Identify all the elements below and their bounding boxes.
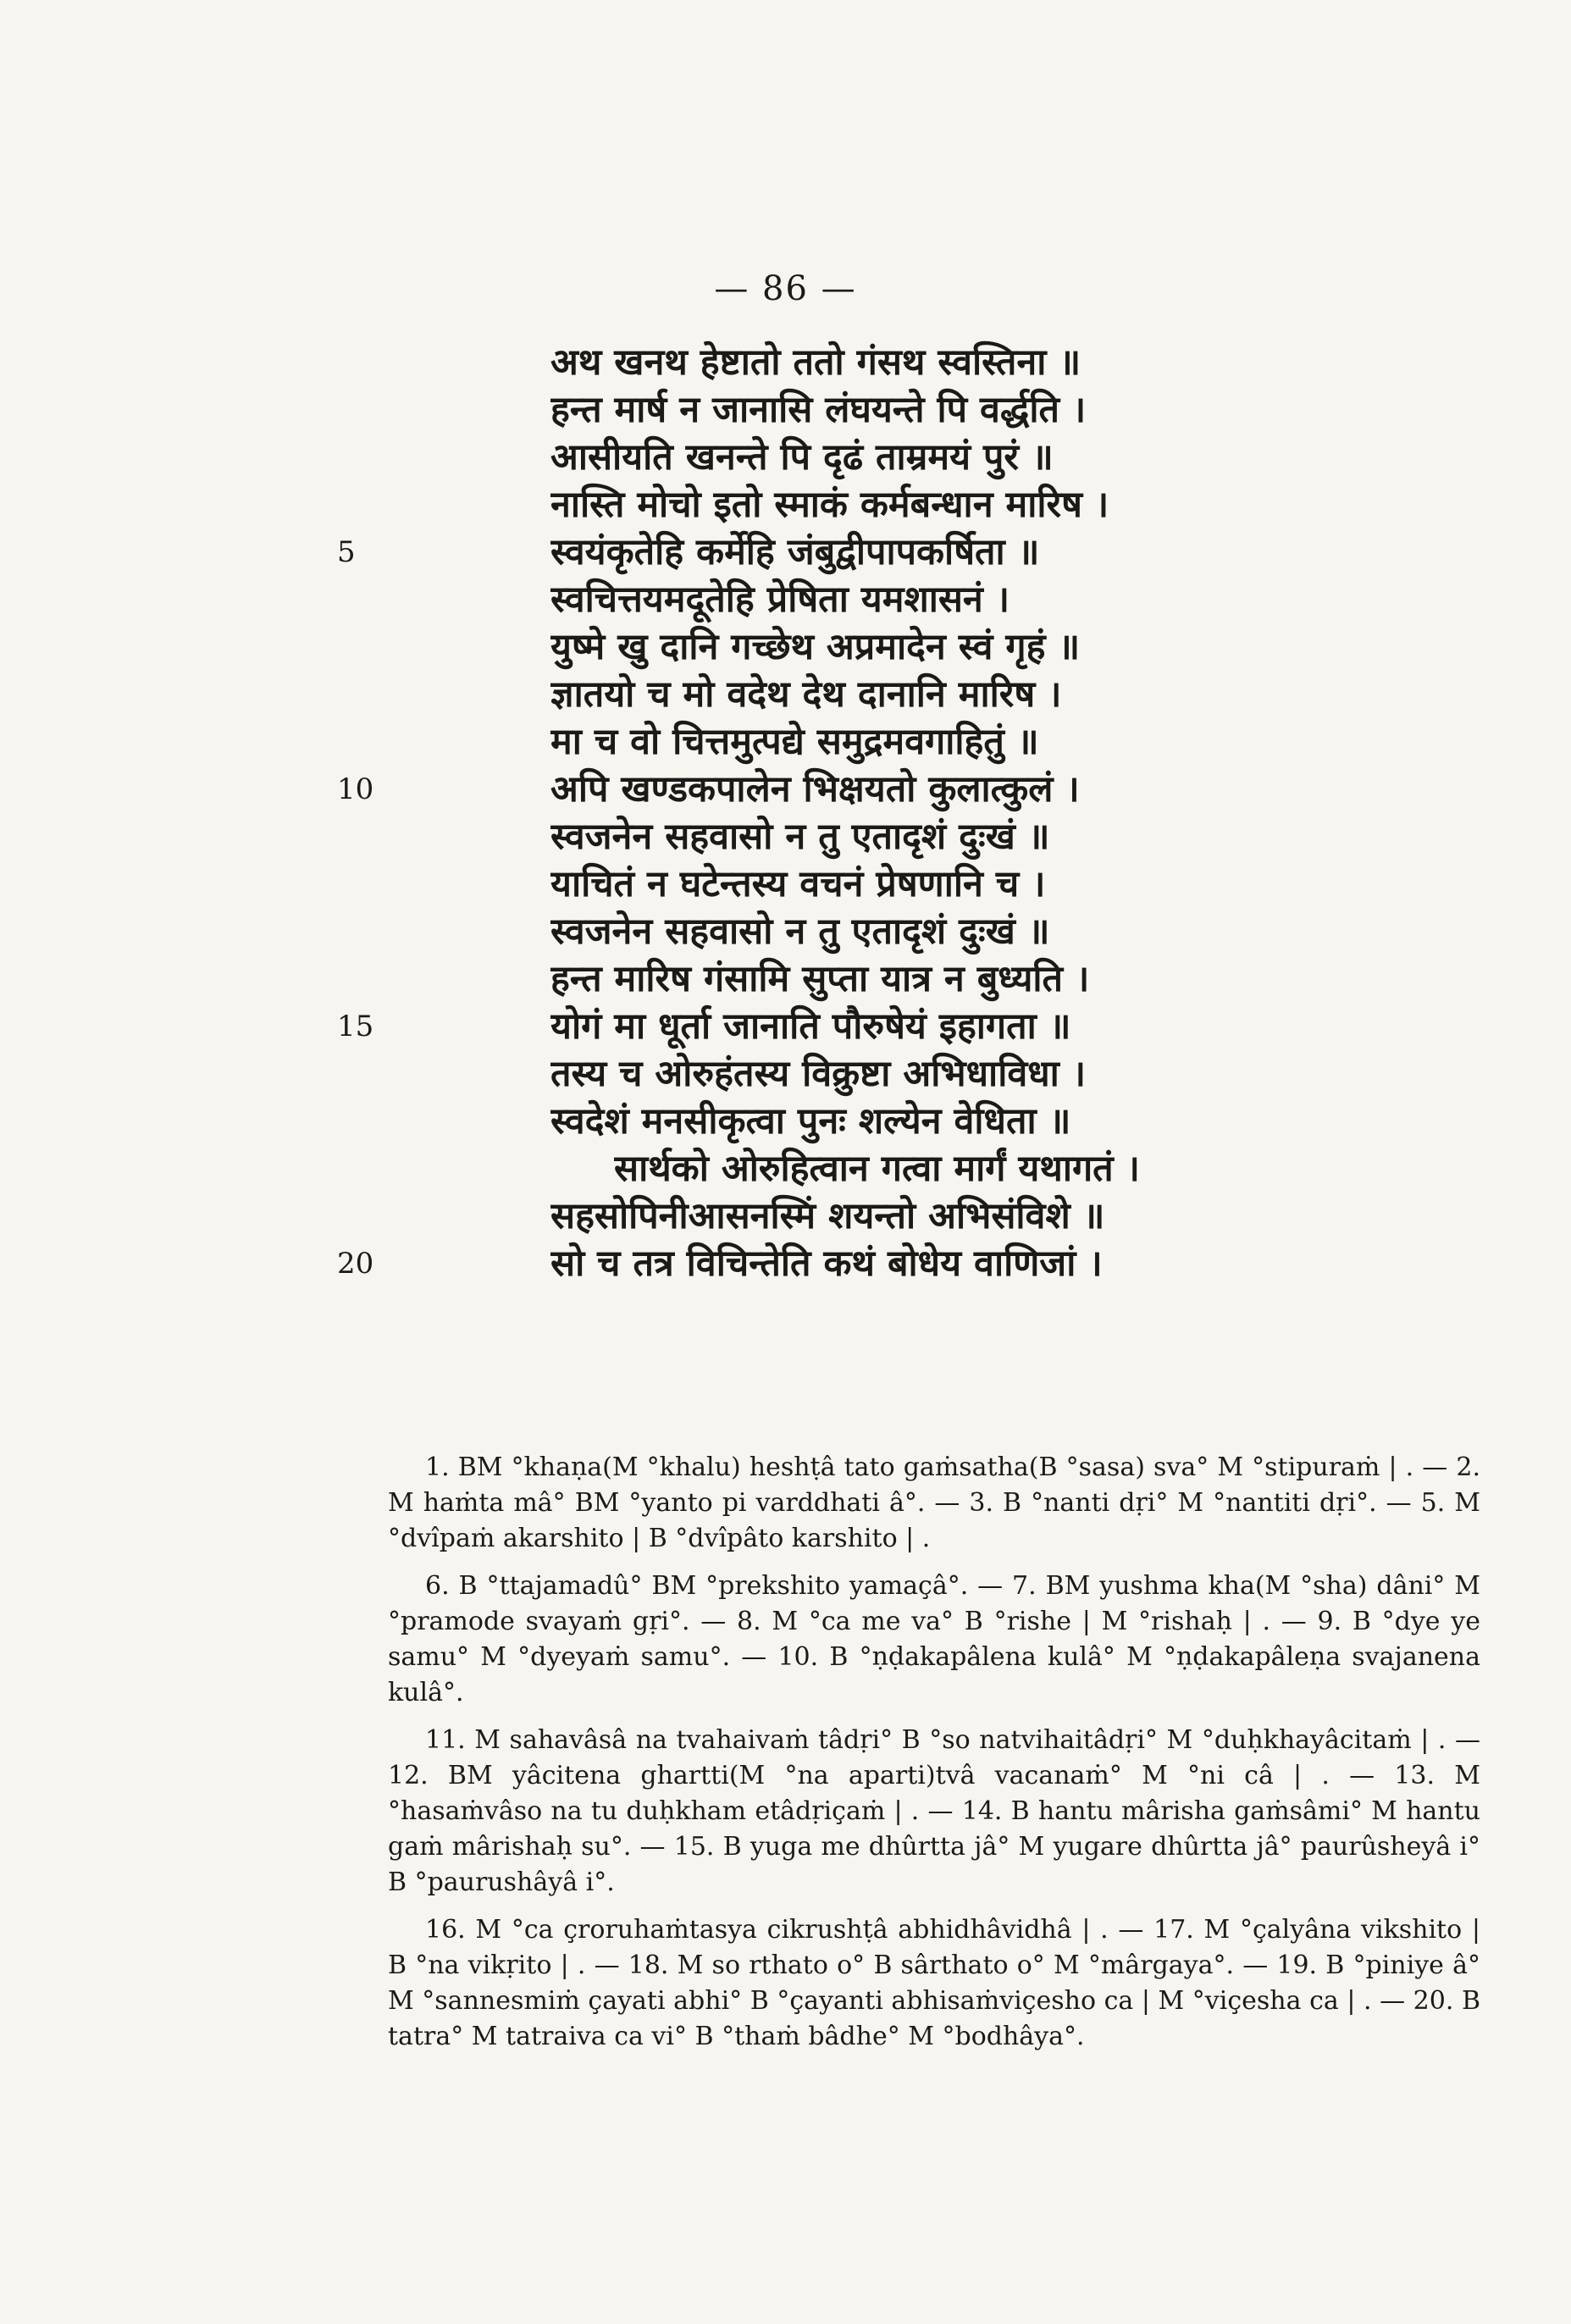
critical-apparatus	[388, 1450, 1480, 2067]
page-number: — 86 —	[714, 269, 857, 308]
verse-line: हन्त मारिष गंसामि सुप्ता यात्र न बुध्यति ।	[550, 958, 1090, 1000]
note-paragraph: 6. B °ttajamadû° BM °prekshito yamaçâ°. — 7. BM yushma kha(M °sha) dâni° M °pramode svayaṁ gṛi°. — 8. M °ca me va° B °rishe | M °rishaḥ | . — 9. B °dye ye samu° M °dyeyaṁ samu°. — 10. B °ṇḍakapâlena kulâ° M °ṇḍakapâleṇa svajanena kulâ°.	[388, 1571, 1480, 1707]
verse-line: युष्मे खु दानि गच्छेथ अप्रमादेन स्वं गृहं ॥	[550, 626, 1081, 668]
verse-line: सहसोपिनीआसनस्मिं शयन्तो अभिसंविशे ॥	[550, 1195, 1105, 1237]
verse-line: हन्त मार्ष न जानासि लंघयन्ते पि वर्द्धति ।	[550, 389, 1087, 431]
verse-line: नास्ति मोचो इतो स्माकं कर्मबन्धान मारिष ।	[550, 484, 1109, 526]
verse-line: मा च वो चित्तमुत्पद्ये समुद्रमवगाहितुं ॥	[550, 721, 1039, 763]
verse-line: अपि खण्डकपालेन भिक्षयतो कुलात्कुलं ।	[550, 768, 1080, 811]
verse-line: आसीयति खनन्ते पि दृढं ताम्रमयं पुरं ॥	[550, 436, 1054, 479]
verse-line: स्वजनेन सहवासो न तु एतादृशं दुःखं ॥	[550, 910, 1050, 953]
line-number: 10	[337, 772, 374, 806]
verse-line: तस्य च ओरुहंतस्य विक्रुष्टा अभिधाविधा ।	[550, 1053, 1087, 1095]
verse-line: याचितं न घटेन्तस्य वचनं प्रेषणानि च ।	[550, 863, 1046, 905]
line-number: 20	[337, 1247, 374, 1281]
line-number: 15	[337, 1010, 374, 1043]
verse-line: अथ खनथ हेष्टातो ततो गंसथ स्वस्तिना ॥	[550, 341, 1081, 384]
note-paragraph: 1. BM °khaṇa(M °khalu) heshṭâ tato gaṁsatha(B °sasa) sva° M °stipuraṁ | . — 2. M haṁta mâ° BM °yanto pi varddhati â°. — 3. B °nanti dṛi° M °nantiti dṛi°. — 5. M °dvîpaṁ akarshito | B °dvîpâto karshito | .	[388, 1452, 1480, 1553]
verse-line: सार्थको ओरुहित्वान गत्वा मार्गं यथागतं ।	[614, 1148, 1140, 1190]
verse-line: स्वजनेन सहवासो न तु एतादृशं दुःखं ॥	[550, 816, 1050, 858]
verse-line: स्वयंकृतेहि कर्मेहि जंबुद्वीपापकर्षिता ॥	[550, 531, 1040, 573]
line-number: 5	[337, 535, 356, 569]
verse-line: स्वदेशं मनसीकृत्वा पुनः शल्येन वेधिता ॥	[550, 1100, 1071, 1143]
verse-line: सो च तत्र विचिन्तेति कथं बोधेय वाणिजां ।	[550, 1242, 1103, 1285]
verse-line: योगं मा धूर्ता जानाति पौरुषेयं इहागता ॥	[550, 1005, 1071, 1048]
note-paragraph: 16. M °ca çroruhaṁtasya cikrushṭâ abhidhâvidhâ | . — 17. M °çalyâna vikshito | B °na vikṛito | . — 18. M so rthato o° B sârthato o° M °mârgaya°. — 19. B °piniye â° M °sannesmiṁ çayati abhi° B °çayanti abhisaṁviçesho ca | M °viçesha ca | . — 20. B tatra° M tatraiva ca vi° B °thaṁ bâdhe° M °bodhâya°.	[388, 1915, 1480, 2051]
note-paragraph: 11. M sahavâsâ na tvahaivaṁ tâdṛi° B °so natvihaitâdṛi° M °duḥkhayâcitaṁ | . — 12. BM yâcitena ghartti(M °na aparti)tvâ vacanaṁ° M °ni câ | . — 13. M °hasaṁvâso na tu duḥkham etâdṛiçaṁ | . — 14. B hantu mârisha gaṁsâmi° M hantu gaṁ mârishaḥ su°. — 15. B yuga me dhûrtta jâ° M yugare dhûrtta jâ° paurûsheyâ i° B °paurushâyâ i°.	[388, 1725, 1480, 1897]
verse-line: स्वचित्तयमदूतेहि प्रेषिता यमशासनं ।	[550, 578, 1010, 621]
verse-line: ज्ञातयो च मो वदेथ देथ दानानि मारिष ।	[550, 673, 1062, 716]
